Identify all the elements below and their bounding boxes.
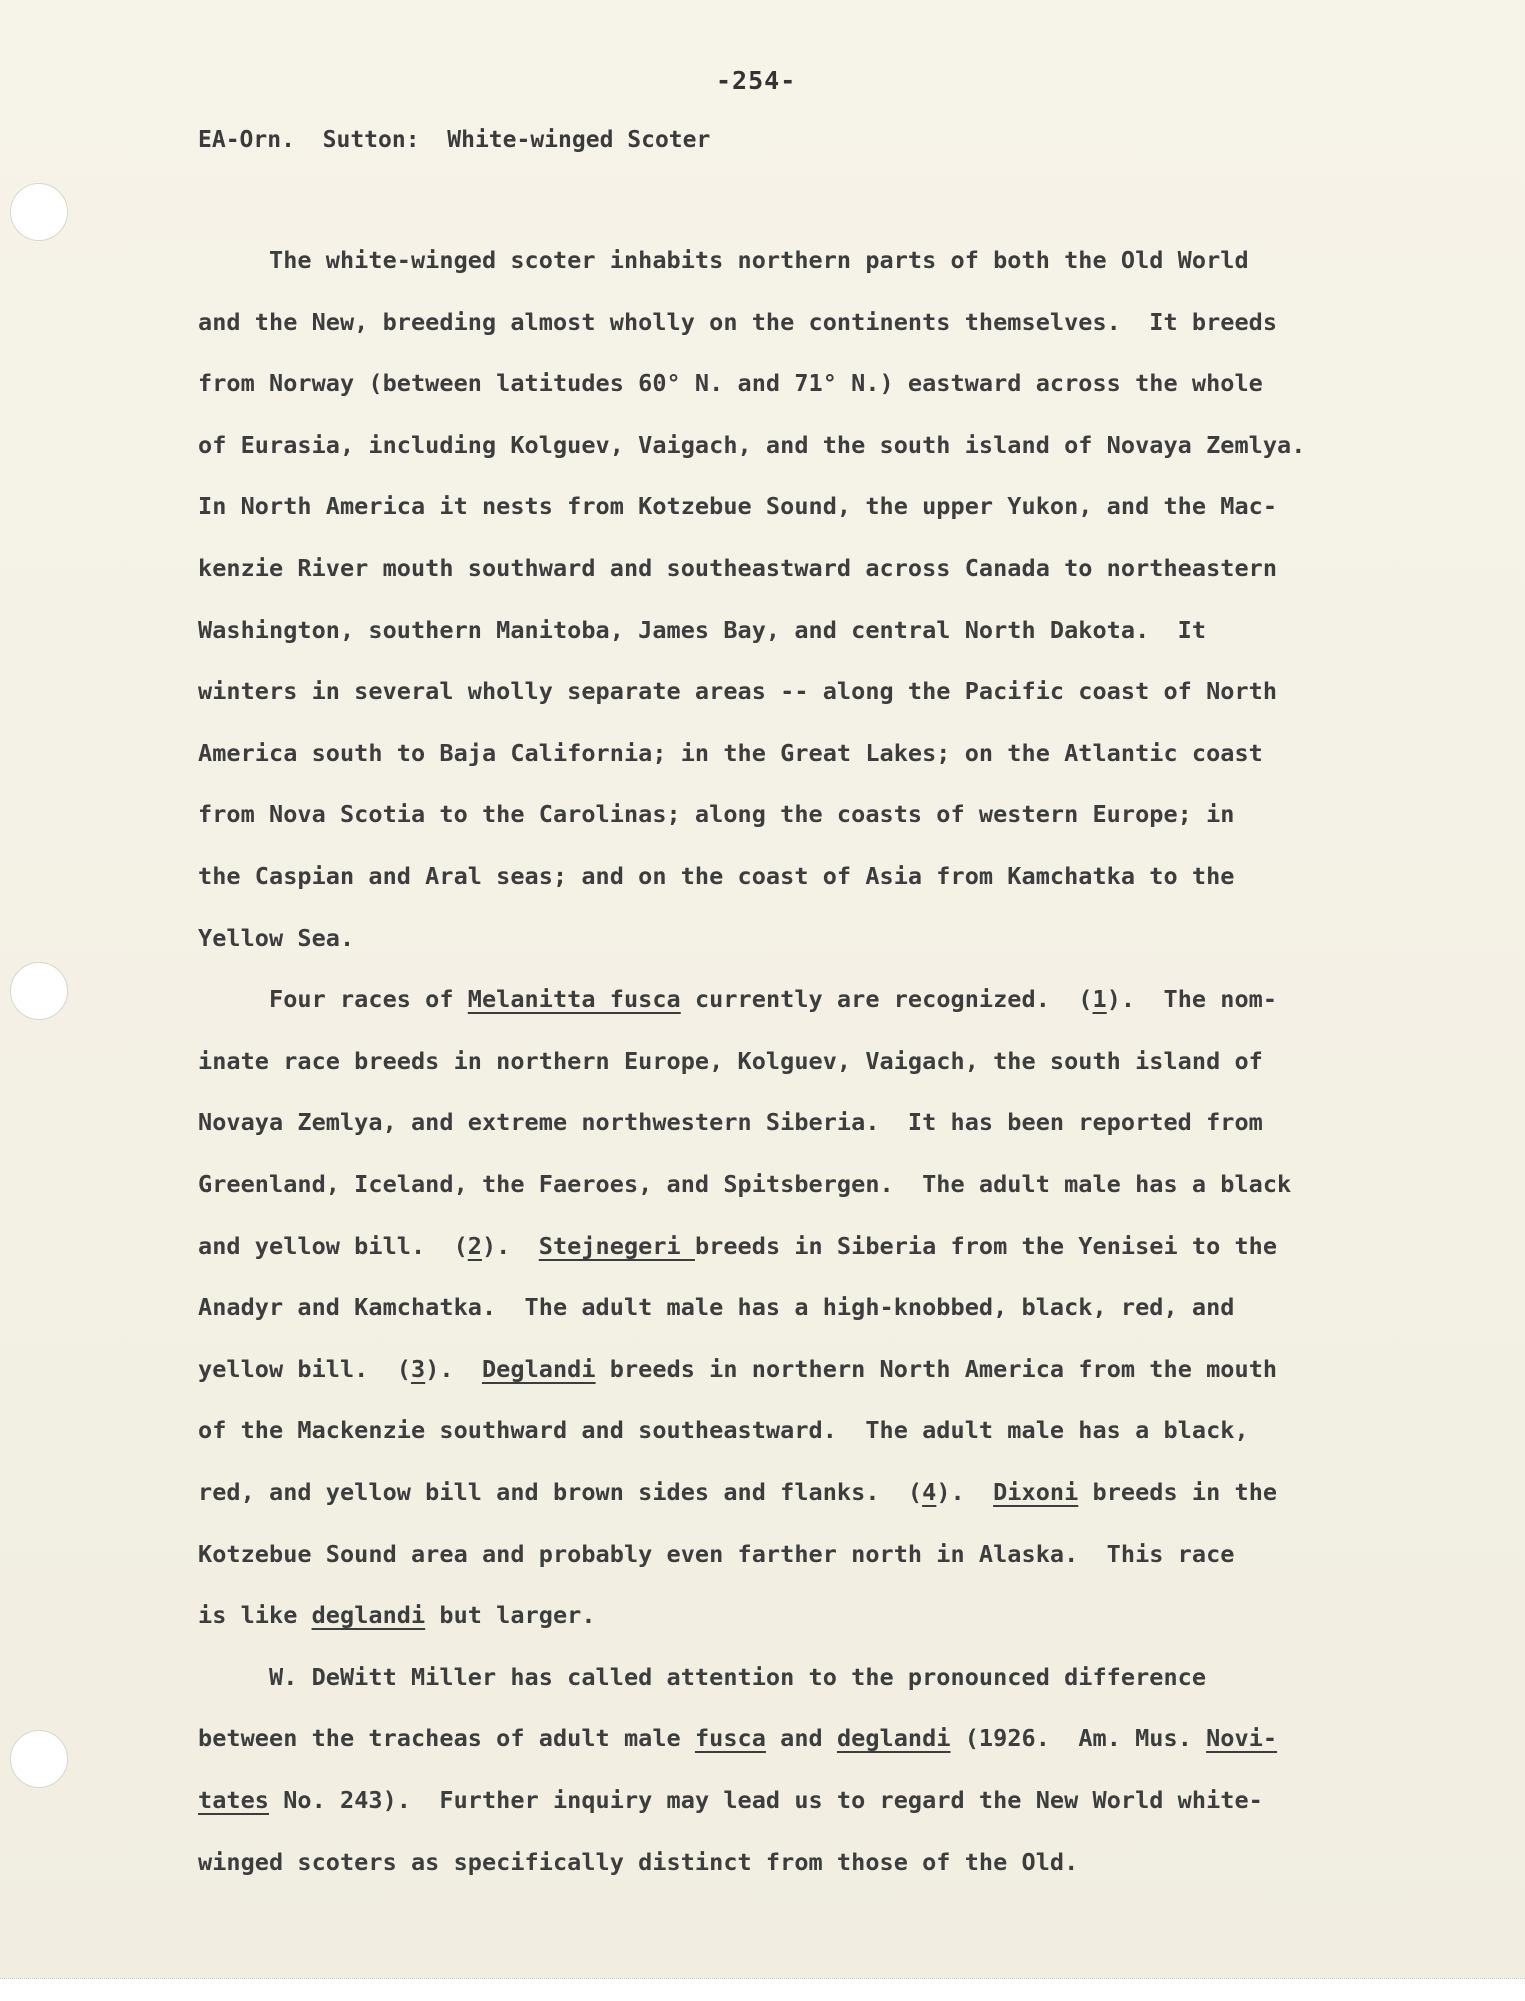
underlined-text: Deglandi [481, 1354, 596, 1383]
underlined-text: fusca [694, 1724, 766, 1753]
punch-hole-bottom [10, 1730, 68, 1788]
underlined-text: 1 [1092, 985, 1107, 1014]
text-line [198, 431, 1305, 459]
text-line [198, 1601, 596, 1629]
text-segment: Kotzebue Sound area and probably even farther north in Alaska. This race [198, 1539, 1235, 1568]
text-segment: W. DeWitt Miller has called attention to the pronounced difference [198, 1662, 1207, 1691]
text-segment: The white-winged scoter inhabits northern parts of both the Old World [198, 246, 1249, 274]
underlined-text: 3 [410, 1354, 426, 1383]
text-segment: No. 243). Further inquiry may lead us to regard the New World white- [269, 1786, 1263, 1814]
underlined-text: Dixoni [993, 1478, 1079, 1506]
text-segment: ). The nom- [1106, 985, 1278, 1014]
text-line [198, 677, 1277, 705]
text-line [198, 308, 1277, 336]
page-bottom-edge [0, 1978, 1525, 2001]
text-line [198, 985, 1277, 1013]
text-segment: inate race breeds in northern Europe, Kolguev, Vaigach, the south island of [198, 1046, 1263, 1075]
text-line [198, 1663, 1206, 1691]
text-line [198, 616, 1206, 644]
text-segment: In North America it nests from Kotzebue Sound, the upper Yukon, and the Mac- [198, 492, 1278, 521]
text-segment: of the Mackenzie southward and southeastward. The adult male has a black, [198, 1416, 1249, 1445]
text-segment: kenzie River mouth southward and southeastward across Canada to northeastern [198, 554, 1278, 582]
text-line [198, 862, 1234, 890]
text-line [198, 1540, 1234, 1568]
text-segment: of Eurasia, including Kolguev, Vaigach, and the south island of Novaya Zemlya. [198, 430, 1306, 459]
text-segment: but larger. [425, 1601, 596, 1630]
text-segment: winters in several wholly separate areas -- along the Pacific coast of North [198, 677, 1278, 706]
text-segment: Washington, southern Manitoba, James Bay, and central North Dakota. It [198, 615, 1207, 644]
text-segment: (1926. Am. Mus. [950, 1724, 1207, 1753]
text-segment: ). [481, 1231, 539, 1260]
text-line [198, 554, 1277, 582]
text-segment: from Norway (between latitudes 60° N. and 71° N.) eastward across the whole [198, 369, 1263, 398]
text-segment: breeds in northern North America from the mouth [595, 1354, 1278, 1383]
text-segment: ). [425, 1354, 482, 1383]
text-segment: red, and yellow bill and brown sides and flanks. ( [198, 1478, 923, 1506]
text-line [198, 1416, 1249, 1444]
text-segment: between the tracheas of adult male [198, 1724, 695, 1753]
underlined-text: deglandi [836, 1724, 951, 1753]
text-line [198, 1047, 1263, 1075]
text-line [198, 1724, 1277, 1752]
text-line [198, 1786, 1263, 1814]
text-segment: yellow bill. ( [198, 1354, 411, 1383]
text-segment: Novaya Zemlya, and extreme northwestern Siberia. It has been reported from [198, 1108, 1263, 1137]
text-segment: ). [936, 1478, 994, 1506]
text-line [198, 739, 1263, 767]
text-segment: and the New, breeding almost wholly on the continents themselves. It breeds [198, 307, 1278, 336]
text-segment: and yellow bill. ( [198, 1231, 468, 1260]
text-segment: currently are recognized. ( [680, 985, 1093, 1014]
text-line [198, 1478, 1277, 1506]
text-segment: Greenland, Iceland, the Faeroes, and Spitsbergen. The adult male has a black [198, 1170, 1292, 1198]
text-line [198, 1232, 1277, 1260]
text-line [198, 1293, 1234, 1321]
underlined-text: tates [198, 1786, 269, 1814]
text-segment: breeds in the [1078, 1478, 1278, 1506]
punch-hole-top [10, 183, 68, 241]
text-segment: is like [198, 1601, 312, 1630]
text-segment: winged scoters as specifically distinct from those of the Old. [198, 1847, 1079, 1876]
text-line [198, 924, 354, 952]
underlined-text: deglandi [311, 1601, 426, 1630]
text-segment: and [765, 1724, 837, 1753]
text-segment: Anadyr and Kamchatka. The adult male has a high-knobbed, black, red, and [198, 1293, 1235, 1322]
underlined-text: Novi- [1206, 1724, 1278, 1753]
page-number: -254- [716, 66, 797, 95]
text-line [198, 1108, 1263, 1136]
text-segment: Yellow Sea. [198, 923, 355, 952]
text-line [198, 246, 1249, 274]
underlined-text: Stejnegeri [538, 1231, 695, 1260]
text-line [198, 369, 1263, 397]
underlined-text: Melanitta fusca [467, 985, 681, 1014]
text-segment: the Caspian and Aral seas; and on the coast of Asia from Kamchatka to the [198, 862, 1235, 890]
text-line [198, 492, 1277, 520]
running-head: EA-Orn. Sutton: White-winged Scoter [198, 127, 711, 153]
text-segment: America south to Baja California; in the Great Lakes; on the Atlantic coast [198, 738, 1263, 767]
text-line [198, 1355, 1277, 1383]
text-line [198, 1170, 1291, 1198]
text-line [198, 1848, 1078, 1876]
underlined-text: 2 [467, 1231, 482, 1260]
text-segment: from Nova Scotia to the Carolinas; along the coasts of western Europe; in [198, 800, 1235, 829]
text-line [198, 800, 1234, 828]
text-segment: Four races of [198, 985, 468, 1014]
underlined-text: 4 [922, 1478, 937, 1506]
text-segment: breeds in Siberia from the Yenisei to the [694, 1231, 1278, 1260]
punch-hole-middle [10, 962, 68, 1020]
